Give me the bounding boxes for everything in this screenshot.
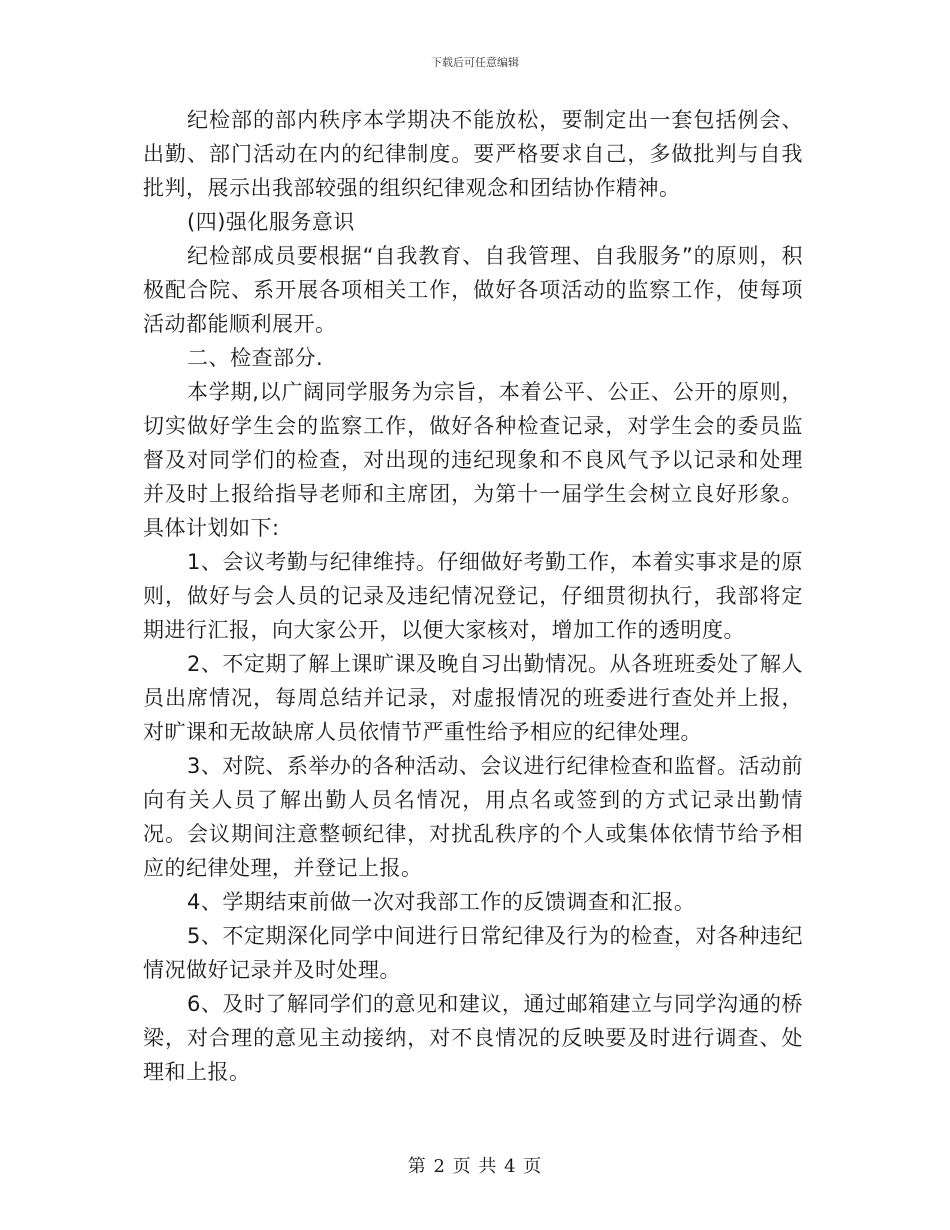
list-item: 3、对院、系举办的各种活动、会议进行纪律检查和监督。活动前向有关人员了解出勤人员名情况，用点名或签到的方式记录出勤情况。会议期间注意整顿纪律，对扰乱秩序的个人或集体依情节给予相应的纪律处理，并登记上报。 bbox=[143, 754, 803, 880]
paragraph: 纪检部成员要根据“自我教育、自我管理、自我服务”的原则，积极配合院、系开展各项相关工作，做好各项活动的监察工作，使每项活动都能顺利展开。 bbox=[143, 244, 803, 336]
list-item: 4、学期结束前做一次对我部工作的反馈调查和汇报。 bbox=[187, 890, 696, 914]
list-item: 2、不定期了解上课旷课及晚自习出勤情况。从各班班委处了解人员出席情况，每周总结并记录，对虚报情况的班委进行查处并上报，对旷课和无故缺席人员依情节严重性给予相应的纪律处理。 bbox=[143, 652, 803, 744]
paragraph: 本学期,以广阔同学服务为宗旨，本着公平、公正、公开的原则，切实做好学生会的监察工作，做好各种检查记录，对学生会的委员监督及对同学们的检查，对出现的违纪现象和不良风气予以记录和处理并及时上报给指导老师和主席团，为第十一届学生会树立良好形象。具体计划如下: bbox=[143, 380, 803, 540]
section-heading: 二、检查部分. bbox=[187, 346, 324, 370]
paragraph: 纪检部的部内秩序本学期决不能放松，要制定出一套包括例会、出勤、部门活动在内的纪律制度。要严格要求自己，多做批判与自我批判，展示出我部较强的组织纪律观念和团结协作精神。 bbox=[143, 108, 803, 200]
list-item: 5、不定期深化同学中间进行日常纪律及行为的检查，对各种违纪情况做好记录并及时处理。 bbox=[143, 924, 803, 982]
section-heading: (四)强化服务意识 bbox=[187, 210, 355, 234]
list-item: 6、及时了解同学们的意见和建议，通过邮箱建立与同学沟通的桥梁，对合理的意见主动接纳，对不良情况的反映要及时进行调查、处理和上报。 bbox=[143, 992, 803, 1084]
page-number: 第 2 页 共 4 页 bbox=[407, 1156, 543, 1177]
list-item: 1、会议考勤与纪律维持。仔细做好考勤工作，本着实事求是的原则，做好与会人员的记录及违纪情况登记，仔细贯彻执行，我部将定期进行汇报，向大家公开，以便大家核对，增加工作的透明度。 bbox=[143, 550, 803, 642]
page-header: 下载后可任意编辑 bbox=[431, 56, 519, 69]
document-body bbox=[143, 103, 803, 1089]
